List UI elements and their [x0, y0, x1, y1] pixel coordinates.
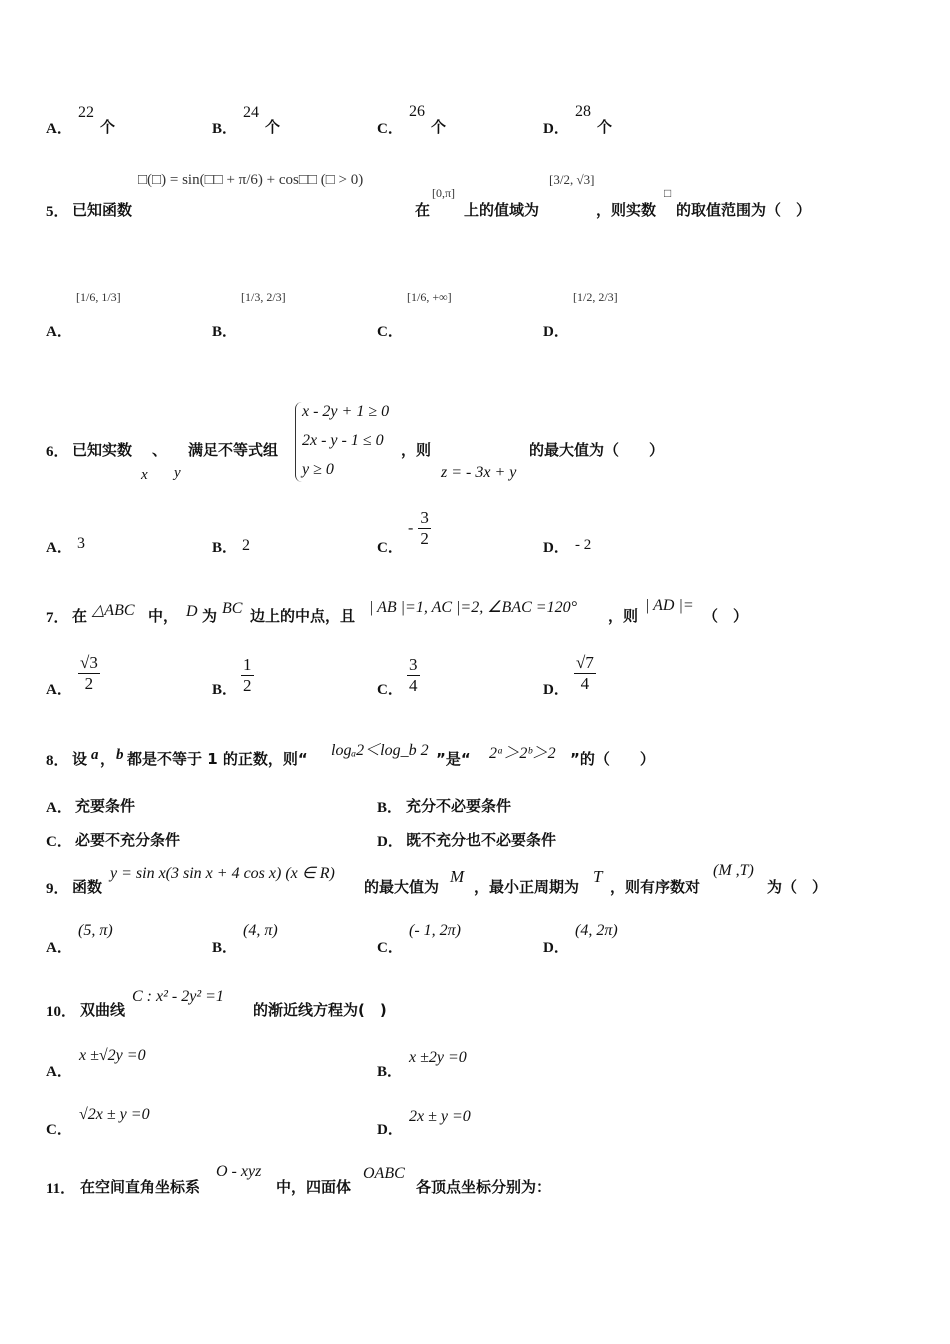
q9-option-c-label: C． [377, 940, 403, 956]
q9-option-d-value: (4, 2π) [575, 922, 618, 939]
q4-option-d-unit: 个 [597, 118, 613, 136]
q9-option-a-label: A． [46, 940, 72, 956]
q5-option-c-label: C． [377, 324, 403, 340]
q9-option-b-label: B． [212, 940, 238, 956]
q10-option-d-label: D． [377, 1122, 403, 1138]
q7-text3: 为 [202, 607, 218, 625]
q5-function-image: □(□) = sin(□□ + π/6) + cos□□ (□ > 0) [138, 172, 364, 188]
q8-option-d-label: D． [377, 834, 403, 850]
q10-option-c-label: C． [46, 1122, 72, 1138]
q7-condition: | AB |=1, AC |=2, ∠BAC =120° [369, 599, 577, 616]
q6-option-c-num: 3 [420, 508, 429, 527]
q4-option-b-unit: 个 [265, 118, 281, 136]
q8-option-c-text: 必要不充分条件 [75, 831, 181, 849]
q7-option-b-num: 1 [243, 655, 252, 674]
q10-option-a-value: x ±√2y =0 [79, 1047, 146, 1064]
q8-option-a-text: 充要条件 [75, 797, 136, 815]
q7-option-d-den: 4 [580, 674, 590, 693]
q7-option-d-label: D． [543, 682, 569, 698]
q10-option-d-value: 2x ± y =0 [409, 1108, 471, 1125]
q6-sep: 、 [152, 441, 168, 459]
q4-option-b-value: 24 [243, 104, 259, 121]
q7-option-c-label: C． [377, 682, 403, 698]
q5-interval-image: [0,π] [432, 186, 456, 200]
q6-var-x: x [141, 467, 148, 483]
q4-option-c-unit: 个 [431, 118, 447, 136]
q9-max-m: M [450, 867, 465, 886]
q6-option-c-value [408, 508, 431, 549]
q9-option-a-value: (5, π) [78, 922, 113, 939]
q7-text1: 在 [72, 607, 88, 625]
q4-option-c-label: C． [377, 121, 403, 137]
q8-text1: 设 [72, 750, 88, 768]
q4-option-d-label: D． [543, 121, 569, 137]
q11-number: 11． [46, 1181, 76, 1197]
q10-text1: 双曲线 [80, 1001, 126, 1019]
q7-option-b-fraction [241, 655, 254, 696]
q10-text2: 的渐近线方程为( ) [253, 1001, 387, 1019]
q7-option-a-label: A． [46, 682, 72, 698]
q11-text3: 各顶点坐标分别为： [416, 1178, 552, 1196]
q7-option-c-num: 3 [409, 655, 418, 674]
q11-text1: 在空间直角坐标系 [80, 1178, 201, 1196]
q10-option-b-value: x ±2y =0 [409, 1049, 467, 1066]
q8-option-c-label: C． [46, 834, 72, 850]
q8-var-b: b [116, 747, 124, 763]
q5-number: 5． [46, 204, 69, 220]
q4-option-a-value: 22 [78, 104, 94, 121]
q8-expr1: logₐ2＜log_b 2 [331, 742, 429, 759]
q8-text3: ”是“ [436, 750, 471, 768]
q7-option-d-fraction [574, 653, 596, 694]
q8-var-a: a [91, 747, 99, 763]
q5-range-image: [3/2, √3] [549, 172, 595, 187]
q7-text6: （ ） [703, 607, 749, 625]
q11-text2: 中，四面体 [276, 1178, 352, 1196]
q5-option-b-image: [1/3, 2/3] [241, 290, 286, 304]
q6-text2: 满足不等式组 [188, 441, 279, 459]
q9-text1: 函数 [72, 878, 103, 896]
q4-option-b-label: B． [212, 121, 238, 137]
q6-option-c-sign: - [408, 519, 414, 537]
q5-option-b-label: B． [212, 324, 238, 340]
q7-triangle: △ABC [92, 602, 135, 619]
q6-option-d-value: - 2 [575, 537, 592, 553]
q6-option-a-label: A． [46, 540, 72, 556]
q8-option-d-text: 既不充分也不必要条件 [406, 831, 557, 849]
q8-expr2: 2ᵃ＞2ᵇ＞2 [489, 745, 556, 762]
q6-option-d-label: D． [543, 540, 569, 556]
q9-pair: (M ,T) [713, 862, 754, 879]
q9-period-t: T [593, 867, 603, 886]
q7-number: 7． [46, 610, 69, 626]
q8-option-b-label: B． [377, 800, 403, 816]
q6-option-c-label: C． [377, 540, 403, 556]
q7-text4: 边上的中点，且 [250, 607, 356, 625]
q4-option-a-unit: 个 [100, 118, 116, 136]
q6-objective: z = - 3x + y [441, 464, 517, 481]
q7-option-c-den: 4 [409, 676, 418, 695]
q9-option-d-label: D． [543, 940, 569, 956]
q5-text1: 已知函数 [72, 201, 133, 219]
q5-text5: 的取值范围为（ ） [676, 201, 812, 219]
q7-option-a-num: √3 [80, 653, 98, 672]
q7-option-a-fraction [78, 653, 100, 694]
q10-number: 10． [46, 1004, 77, 1020]
q7-option-c-fraction [407, 655, 420, 696]
q7-text2: 中， [148, 607, 179, 625]
q5-option-a-label: A． [46, 324, 72, 340]
q7-point-d: D [186, 603, 198, 620]
q8-option-b-text: 充分不必要条件 [406, 797, 512, 815]
q8-comma: ， [100, 750, 116, 768]
q5-option-c-image: [1/6, +∞] [407, 290, 452, 304]
q5-text4: ，则实数 [596, 201, 657, 219]
q10-option-a-label: A． [46, 1064, 72, 1080]
q5-var-image: □ [664, 186, 672, 200]
q7-option-d-num: √7 [576, 653, 594, 672]
q6-text1: 已知实数 [72, 441, 133, 459]
q6-option-c-den: 2 [420, 529, 429, 548]
q6-text3: ，则 [401, 441, 432, 459]
q10-option-c-value: √2x ± y =0 [79, 1106, 150, 1123]
q9-text5: 为（ ） [767, 878, 828, 896]
q11-tetrahedron: OABC [363, 1165, 405, 1182]
q5-option-d-label: D． [543, 324, 569, 340]
q7-option-b-den: 2 [243, 676, 252, 695]
q6-option-b-value: 2 [242, 537, 250, 554]
q11-coord-system: O - xyz [216, 1163, 262, 1180]
q9-option-b-value: (4, π) [243, 922, 278, 939]
q4-option-c-value: 26 [409, 103, 425, 120]
q6-option-c-fraction [418, 508, 431, 549]
q9-text2: 的最大值为 [364, 878, 440, 896]
q8-option-a-label: A． [46, 800, 72, 816]
q8-text4: ”的（ ） [570, 750, 655, 768]
q10-option-b-label: B． [377, 1064, 403, 1080]
q9-function: y = sin x(3 sin x + 4 cos x) (x ∈ R) [110, 865, 335, 882]
q6-ineq-3: y ≥ 0 [302, 461, 334, 478]
q9-text3: ，最小正周期为 [474, 878, 580, 896]
q4-option-a-label: A． [46, 121, 72, 137]
q7-ad: | AD |= [645, 597, 694, 614]
q7-segment-bc: BC [222, 600, 243, 617]
q7-text5: ，则 [608, 607, 639, 625]
q4-option-d-value: 28 [575, 103, 591, 120]
q5-option-d-image: [1/2, 2/3] [573, 290, 618, 304]
q6-number: 6． [46, 444, 69, 460]
q6-option-a-value: 3 [77, 535, 85, 552]
q7-option-b-label: B． [212, 682, 238, 698]
q6-system-brace [295, 402, 302, 482]
q6-ineq-1: x - 2y + 1 ≥ 0 [302, 403, 390, 420]
q7-option-a-den: 2 [84, 674, 94, 693]
q6-var-y: y [174, 465, 181, 481]
q6-option-b-label: B． [212, 540, 238, 556]
q6-ineq-2: 2x - y - 1 ≤ 0 [302, 432, 384, 449]
q9-text4: ，则有序数对 [610, 878, 701, 896]
q5-text3: 上的值域为 [464, 201, 540, 219]
q5-text2: 在 [415, 201, 431, 219]
q9-number: 9． [46, 881, 69, 897]
q8-number: 8． [46, 753, 69, 769]
q9-option-c-value: (- 1, 2π) [409, 922, 461, 939]
q8-text2: 都是不等于 1 的正数，则“ [127, 750, 308, 768]
q5-option-a-image: [1/6, 1/3] [76, 290, 121, 304]
q6-text4: 的最大值为（ ） [529, 441, 665, 459]
q10-curve: C : x² - 2y² =1 [132, 988, 224, 1005]
